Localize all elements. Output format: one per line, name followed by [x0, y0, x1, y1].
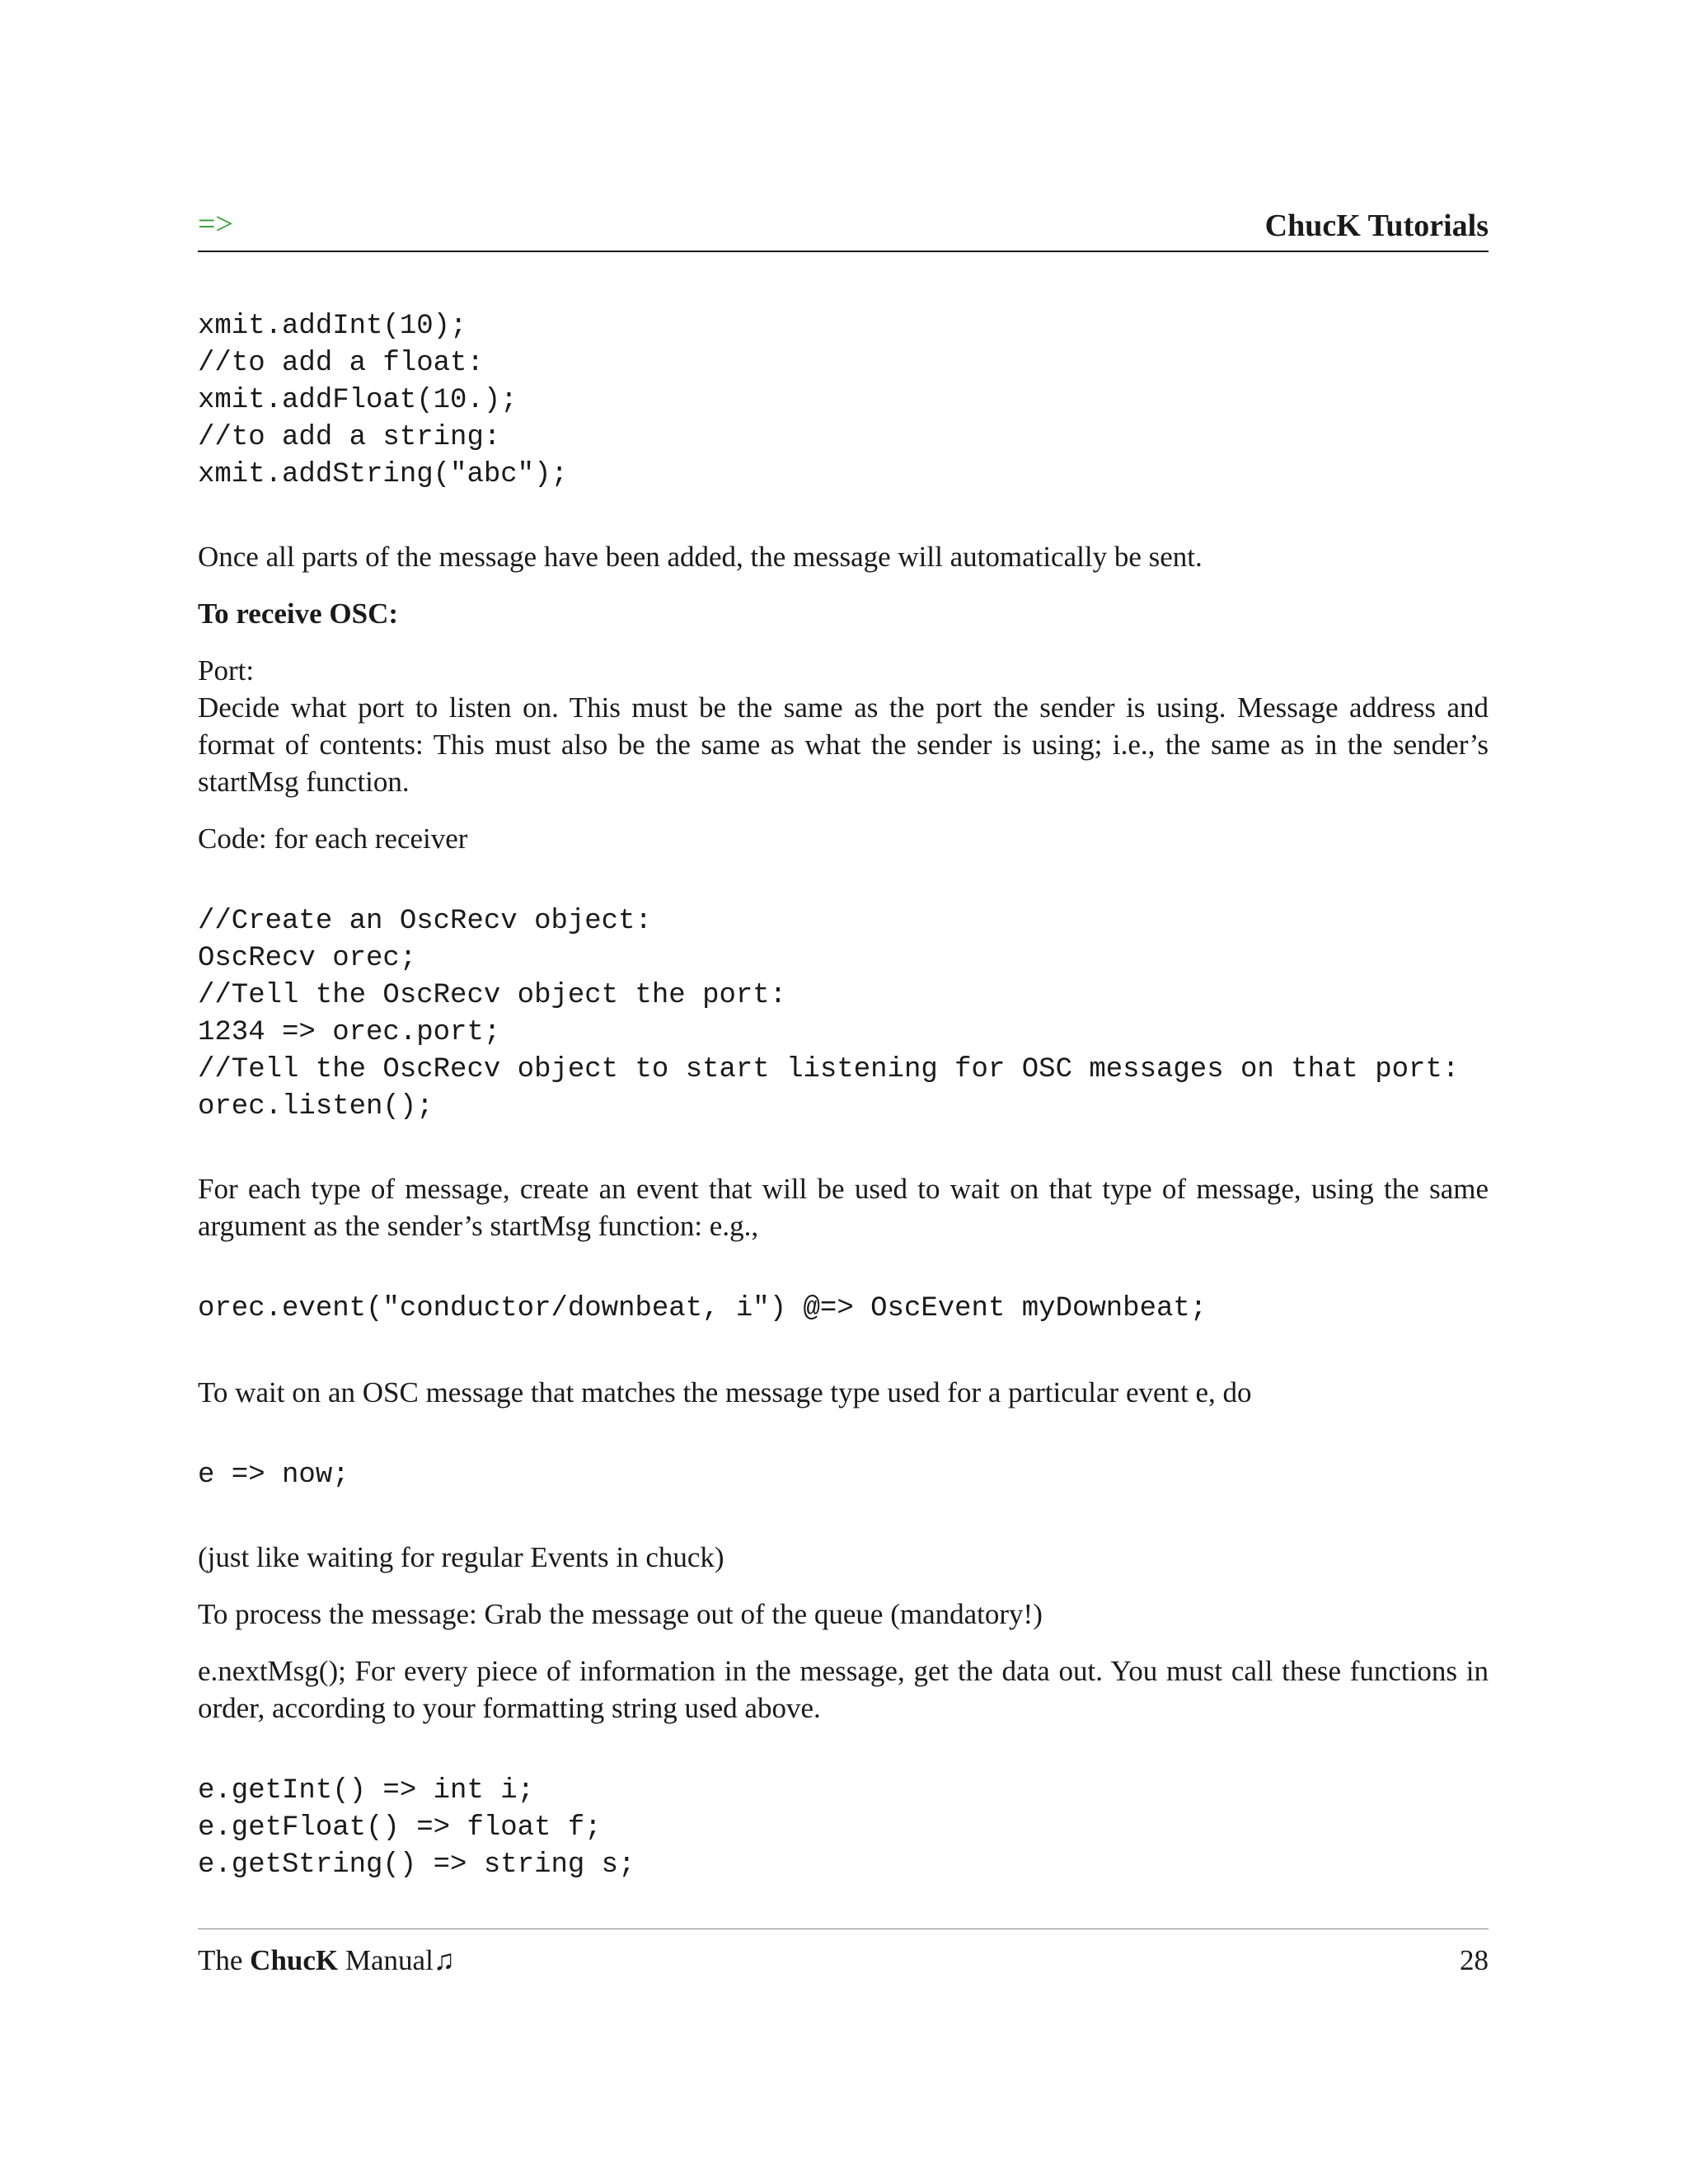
code-line: xmit.addFloat(10.); [198, 385, 518, 416]
heading-receive-osc: To receive OSC: [198, 598, 399, 630]
page-number: 28 [1460, 1944, 1489, 1976]
code-line: orec.listen(); [198, 1091, 434, 1122]
code-line: //Create an OscRecv object: [198, 906, 652, 937]
paragraph-wait: To wait on an OSC message that matches the message type used for a particular event e, do [198, 1376, 1252, 1408]
port-label: Port: [198, 654, 255, 687]
code-line: //Tell the OscRecv object the port: [198, 980, 787, 1011]
code-line: e.getFloat() => float f; [198, 1812, 602, 1844]
code-line: //to add a string: [198, 422, 501, 453]
code-block-send [198, 308, 1489, 494]
paragraph-like-waiting: (just like waiting for regular Events in chuck) [198, 1541, 724, 1573]
page-header [198, 204, 1489, 252]
code-block-getters [198, 1773, 1489, 1884]
code-line: e.getInt() => int i; [198, 1775, 535, 1807]
paragraph-code-each: Code: for each receiver [198, 823, 468, 855]
footer-bold: ChucK [250, 1944, 339, 1976]
code-line: e.getString() => string s; [198, 1849, 635, 1881]
code-line: OscRecv orec; [198, 943, 417, 974]
code-line: //to add a float: [198, 348, 484, 379]
code-block-now [198, 1457, 1489, 1494]
document-page [198, 0, 1489, 2184]
code-line: 1234 => orec.port; [198, 1017, 501, 1048]
code-block-event [198, 1291, 1489, 1328]
code-line: e => now; [198, 1460, 349, 1491]
code-line: xmit.addString("abc"); [198, 459, 568, 490]
code-line: orec.event("conductor/downbeat, i") @=> OscEvent myDownbeat; [198, 1293, 1207, 1324]
code-block-receiver [198, 903, 1489, 1126]
footer-manual-title [198, 1944, 455, 1977]
paragraph-nextmsg: e.nextMsg(); For every piece of information in the message, get the data out. You must call these functions in order, according to your formatting string used above. [198, 1655, 1489, 1724]
code-line: //Tell the OscRecv object to start listening for OSC messages on that port: [198, 1054, 1460, 1085]
footer-suffix: Manual♫ [338, 1944, 456, 1976]
paragraph-process: To process the message: Grab the message out of the queue (mandatory!) [198, 1598, 1043, 1630]
header-title: ChucK Tutorials [1264, 209, 1489, 243]
paragraph-port: Decide what port to listen on. This must be the same as the port the sender is using. Message address and format of contents: This must also be the same as what the sender is using; i.e., the same as in the sender’s startMsg function. [198, 691, 1489, 798]
header-arrow: => [198, 207, 233, 241]
page-content [198, 308, 1489, 1884]
footer-prefix: The [198, 1944, 251, 1976]
page-footer [198, 1929, 1489, 1995]
paragraph-sent: Once all parts of the message have been added, the message will automatically be sent. [198, 541, 1203, 573]
paragraph-each-type: For each type of message, create an event that will be used to wait on that type of message, using the same argument as the sender’s startMsg function: e.g., [198, 1173, 1489, 1242]
code-line: xmit.addInt(10); [198, 311, 467, 342]
